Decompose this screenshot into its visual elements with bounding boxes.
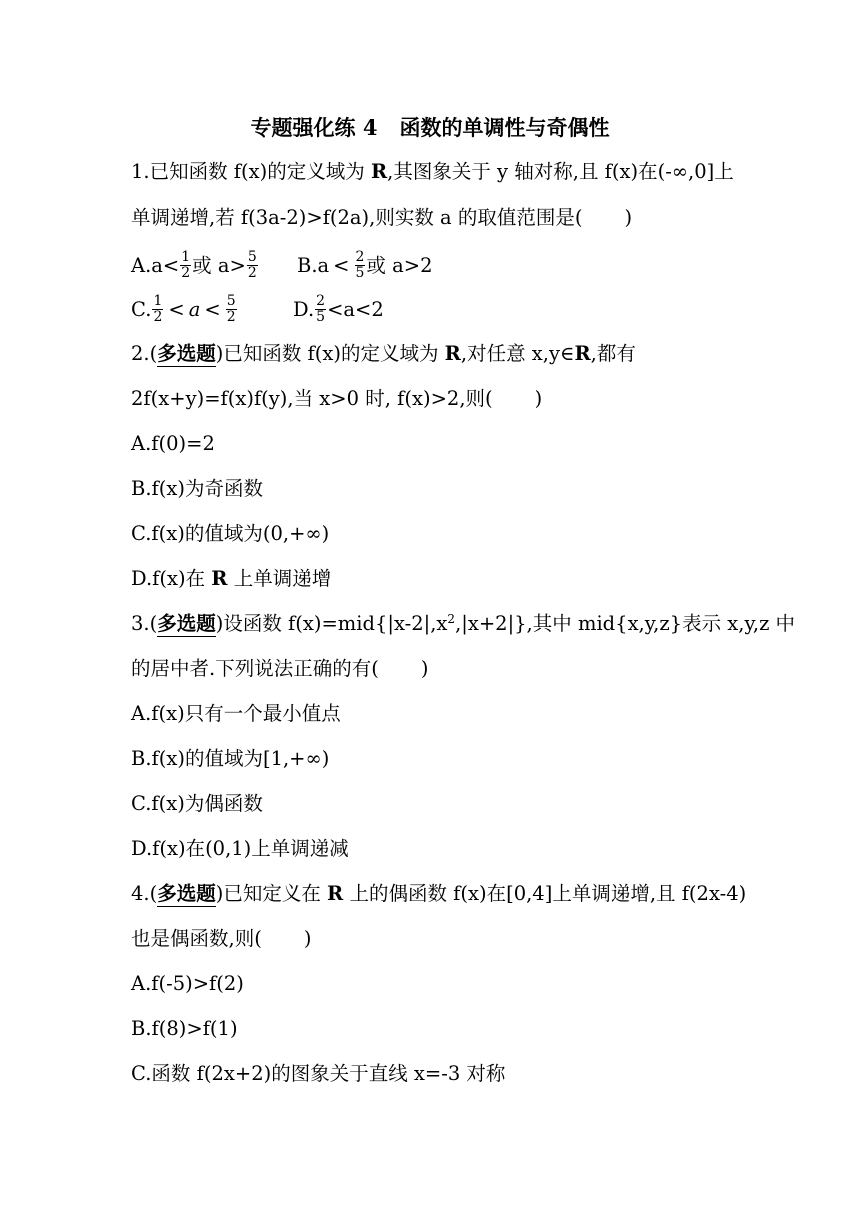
q1-option-c: C. $\frac{1}{2}$ < a < $\frac{5}{2}$: [131, 293, 236, 325]
fraction: $\frac{2}{5}$: [316, 293, 326, 325]
q2-option-a: A.f(0)=2: [131, 432, 215, 455]
fraction: $\frac{5}{2}$: [226, 293, 236, 325]
q1-options-row1: [131, 251, 259, 282]
fraction: $\frac{1}{2}$: [181, 249, 191, 281]
q4-option-b: B.f(8)>f(1): [131, 1017, 238, 1040]
q4-stem-line2: 也是偶函数,则( ): [131, 927, 312, 950]
multi-choice-tag: 多选题: [157, 612, 216, 635]
multi-choice-tag: 多选题: [157, 882, 216, 905]
q1-stem-line2: 单调递增,若 f(3a-2)>f(2a),则实数 a 的取值范围是( ): [131, 206, 633, 229]
title-series: 专题强化练 4: [250, 115, 378, 140]
q3-option-a: A.f(x)只有一个最小值点: [131, 702, 341, 725]
q4-option-a: A.f(-5)>f(2): [131, 972, 244, 995]
q4-stem-line1: 4.(多选题)已知定义在 R 上的偶函数 f(x)在[0,4]上单调递增,且 f(2x-4): [131, 882, 747, 905]
q3-option-b: B.f(x)的值域为[1,+∞): [131, 747, 330, 770]
fraction: $\frac{2}{5}$: [355, 249, 365, 281]
q3-option-d: D.f(x)在(0,1)上单调递减: [131, 837, 349, 860]
q4-option-c: C.函数 f(2x+2)的图象关于直线 x=-3 对称: [131, 1062, 506, 1085]
q1-option-d: D. $\frac{2}{5}$ <a<2: [293, 293, 384, 325]
q2-option-c: C.f(x)的值域为(0,+∞): [131, 522, 330, 545]
q2-option-d: D.f(x)在 R 上单调递增: [131, 567, 332, 590]
q1-stem-line1: 1.已知函数 f(x)的定义域为 R,其图象关于 y 轴对称,且 f(x)在(-∞,0]上: [131, 160, 734, 183]
q2-stem-line1: 2.(多选题)已知函数 f(x)的定义域为 R,对任意 x,y∈R,都有: [131, 342, 636, 365]
q1-option-b: B.a < $\frac{2}{5}$ 或 a>2: [297, 249, 433, 281]
q3-stem-line1: 3.(多选题)设函数 $f(x)=mid\{|x-2|,x^2,|x+2|\}$,其中 mid{x,y,z}表示 x,y,z 中: [131, 612, 796, 635]
fraction: $\frac{1}{2}$: [153, 293, 163, 325]
page-title: [0, 113, 860, 143]
q2-stem-line2: 2f(x+y)=f(x)f(y),当 x>0 时, f(x)>2,则( ): [131, 387, 543, 410]
fraction: $\frac{5}{2}$: [247, 249, 257, 281]
q2-option-b: B.f(x)为奇函数: [131, 477, 263, 500]
q3-option-c: C.f(x)为偶函数: [131, 792, 263, 815]
q3-stem-line2: 的居中者.下列说法正确的有( ): [131, 657, 429, 680]
title-topic: 函数的单调性与奇偶性: [399, 115, 610, 140]
q1-option-a: A.a< $\frac{1}{2}$ 或 a> $\frac{5}{2}$: [131, 249, 257, 281]
multi-choice-tag: 多选题: [157, 342, 216, 365]
